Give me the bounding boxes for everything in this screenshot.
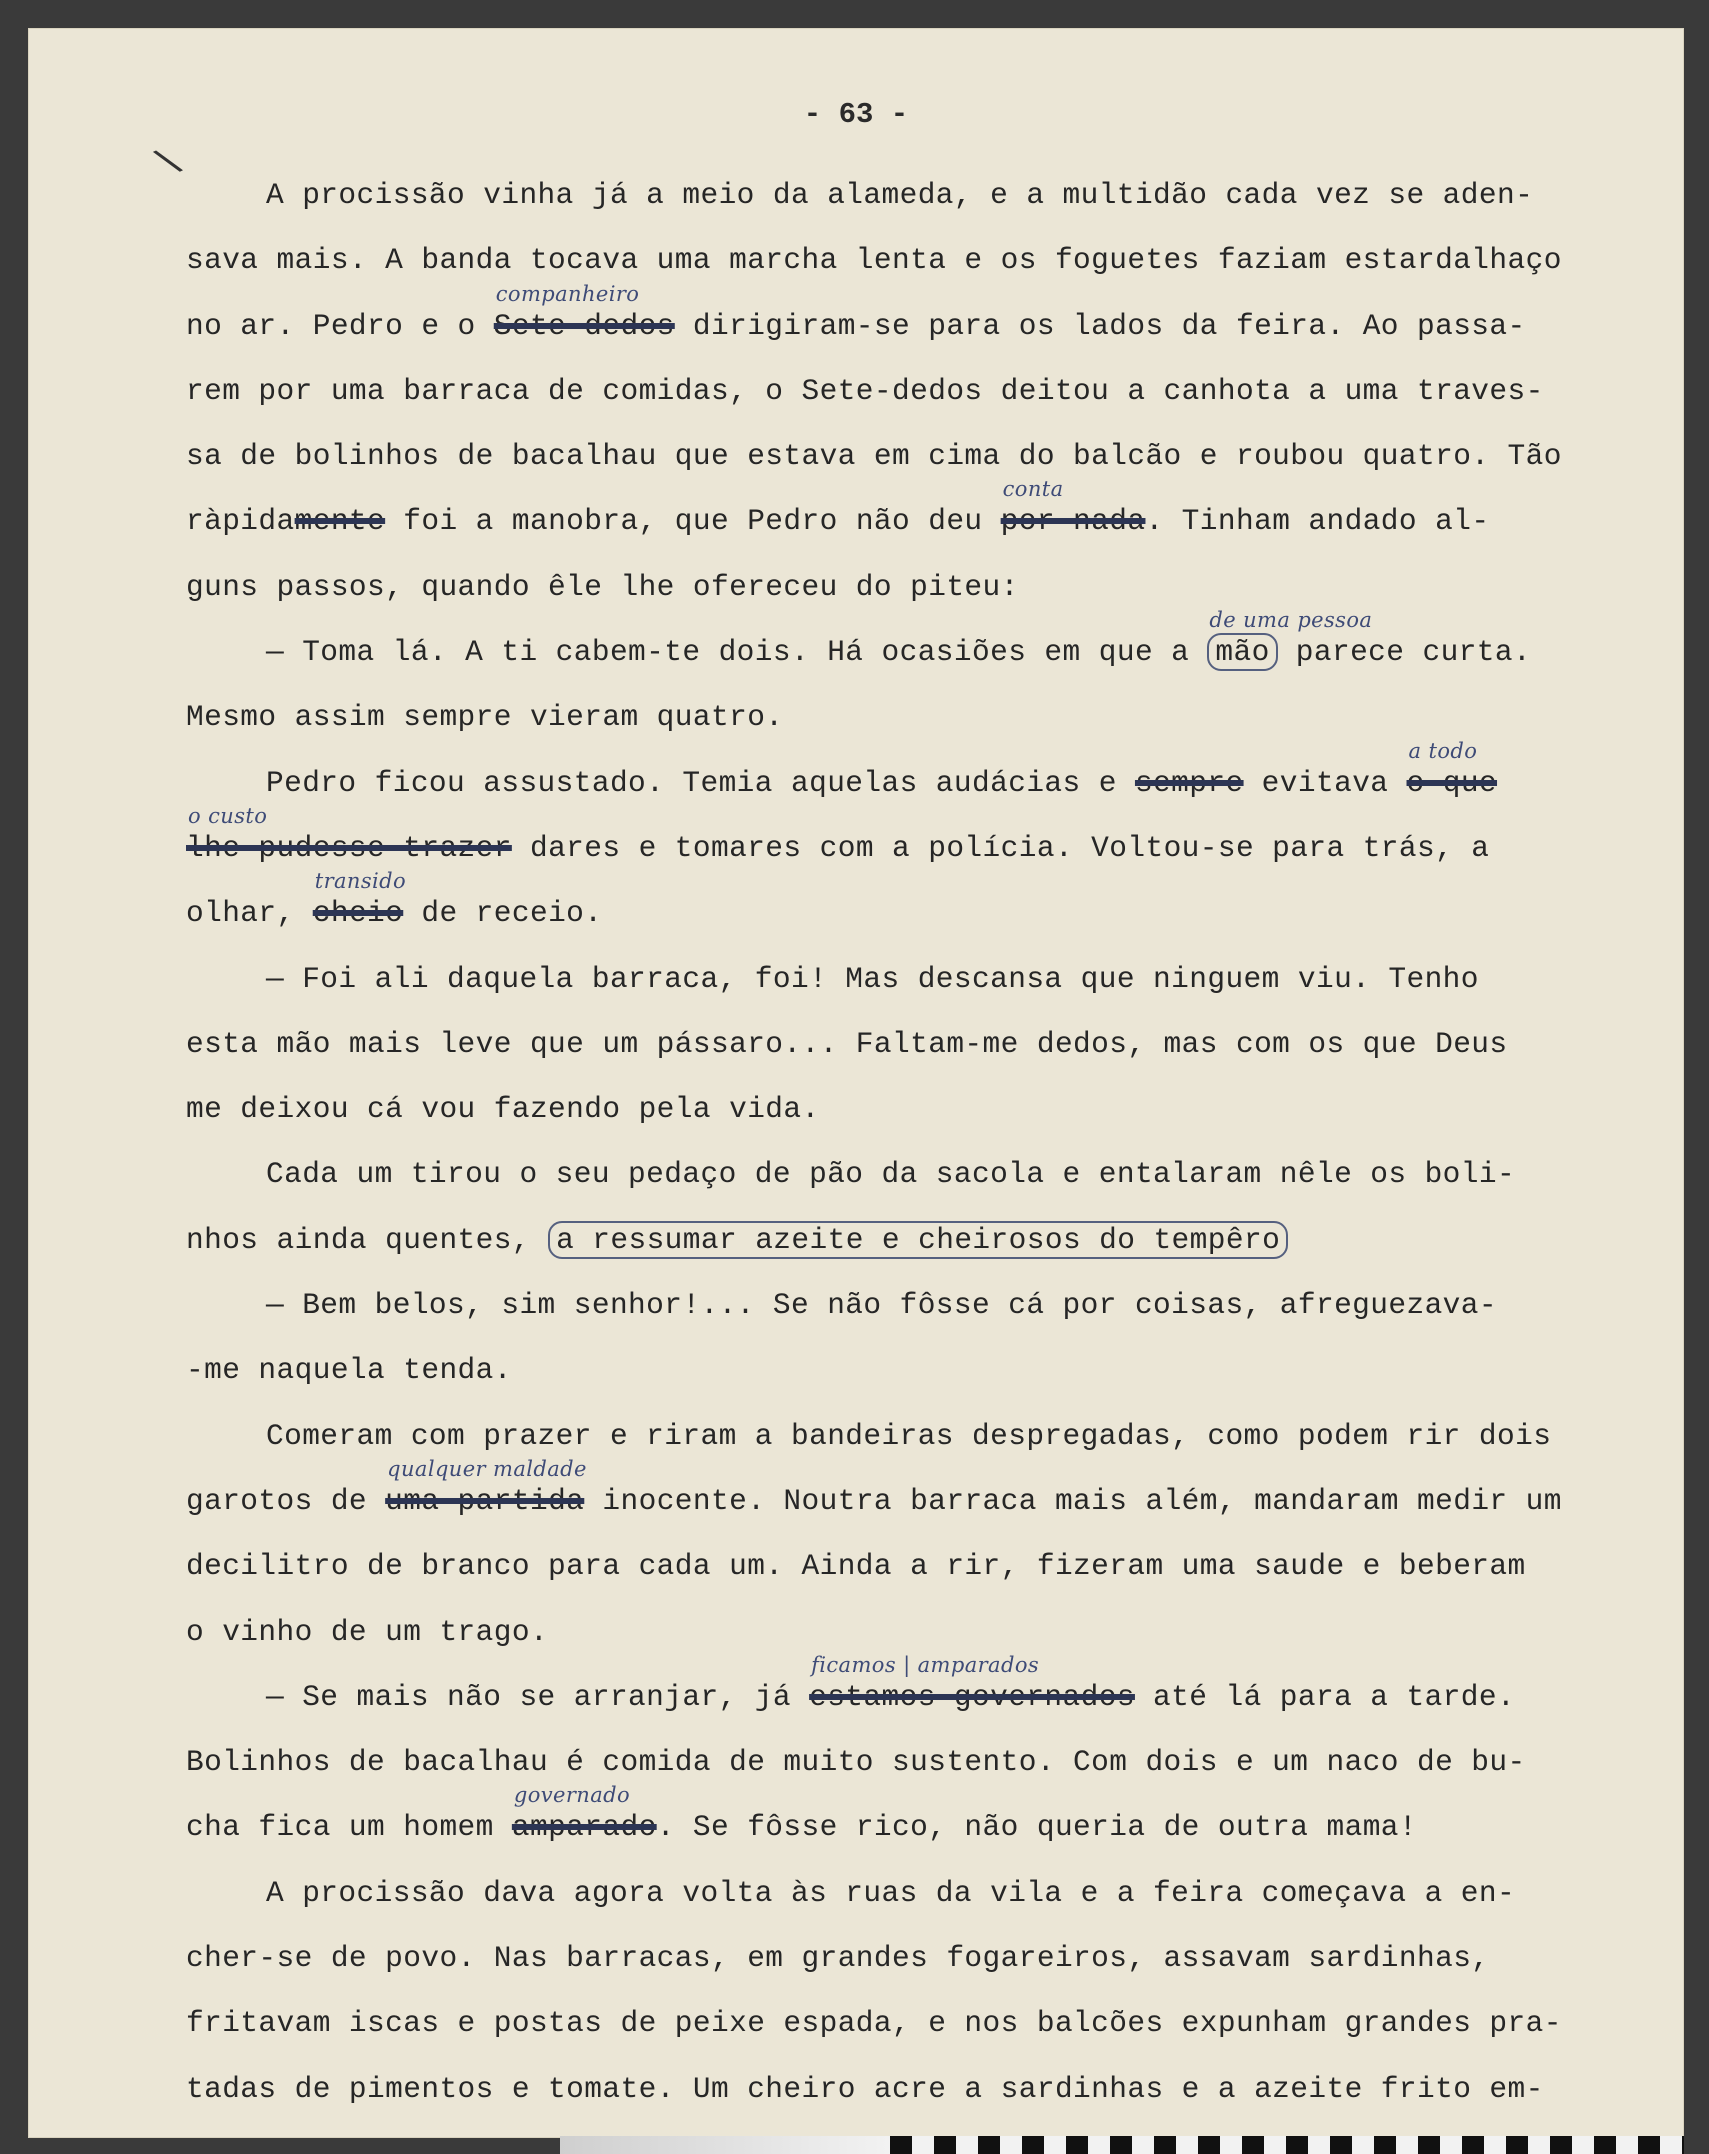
typed-text: nhos ainda quentes,	[186, 1222, 549, 1257]
correction	[1406, 738, 1498, 816]
page-number: - 63 -	[803, 98, 909, 131]
text-line	[186, 608, 1691, 685]
text-line	[186, 228, 1691, 293]
handwritten-insertion: o custo	[188, 803, 268, 828]
text-line	[186, 1730, 1691, 1795]
typed-text: decilitro de branco para cada um. Ainda a rir, fizeram uma saude e beberam	[186, 1549, 1526, 1584]
text-line	[186, 1926, 1691, 1991]
typed-text: me deixou cá vou fazendo pela vida.	[186, 1092, 820, 1127]
typed-text: Pedro ficou assustado. Temia aquelas audácias e	[266, 765, 1135, 800]
typed-text: — Bem belos, sim senhor!... Se não fôsse cá por coisas, afreguezava-	[266, 1288, 1497, 1323]
handwritten-insertion: de uma pessoa	[1209, 608, 1373, 633]
correction	[548, 1208, 1288, 1273]
correction	[493, 281, 675, 359]
text-line	[186, 738, 1691, 816]
struck-text: estamos governados	[809, 1679, 1135, 1714]
typed-text: Cada um tirou o seu pedaço de pão da sacola e entalaram nêle os boli-	[266, 1157, 1516, 1192]
typed-text: . Se fôsse rico, não queria de outra mama!	[656, 1810, 1418, 1845]
typed-text: parece curta.	[1277, 635, 1532, 670]
text-line	[186, 947, 1691, 1012]
typed-text: dares e tomares com a polícia. Voltou-se para trás, a	[511, 830, 1490, 865]
handwritten-insertion: companheiro	[495, 281, 640, 306]
typed-text: cher-se de povo. Nas barracas, em grandes fogareiros, assavam sardinhas,	[186, 1941, 1490, 1976]
typed-text: sa de bolinhos de bacalhau que estava em cima do balcão e roubou quatro. Tão	[186, 439, 1562, 474]
text-line	[186, 803, 1691, 881]
text-line	[186, 1077, 1691, 1142]
typed-text: Comeram com prazer e riram a bandeiras despregadas, como podem rir dois	[266, 1418, 1552, 1453]
text-line	[186, 477, 1691, 554]
typed-text: cha fica um homem	[186, 1810, 512, 1845]
correction	[511, 1783, 657, 1860]
typed-text: de receio.	[403, 896, 603, 931]
typed-text: Mesmo assim sempre vieram quatro.	[186, 700, 784, 735]
struck-text: amparado	[511, 1810, 657, 1845]
typed-text: esta mão mais leve que um pássaro... Faltam-me dedos, mas com os que Deus	[186, 1026, 1508, 1061]
text-line	[186, 1338, 1691, 1403]
text-line	[186, 869, 1691, 946]
text-line	[186, 1783, 1691, 1860]
typed-text: Bolinhos de bacalhau é comida de muito sustento. Com dois e um naco de bu-	[186, 1745, 1526, 1780]
text-line	[186, 359, 1691, 424]
text-line	[186, 163, 1691, 228]
handwritten-insertion: ficamos | amparados	[811, 1652, 1040, 1677]
handwritten-insertion: a todo	[1408, 738, 1478, 763]
typed-text: A procissão vinha já a meio da alameda, e a multidão cada vez se aden-	[266, 178, 1534, 212]
handwritten-insertion: conta	[1002, 477, 1064, 502]
text-line	[186, 281, 1691, 359]
struck-text: sempre	[1134, 765, 1244, 800]
typed-text: tadas de pimentos e tomate. Um cheiro acre a sardinhas e a azeite frito em-	[186, 2071, 1544, 2106]
circled-text: mão	[1207, 633, 1277, 671]
typed-text: inocente. Noutra barraca mais além, mandaram medir um	[584, 1483, 1562, 1518]
handwritten-insertion: qualquer maldade	[387, 1456, 587, 1481]
manuscript-page	[28, 28, 1684, 2138]
correction	[1207, 608, 1373, 685]
correction	[312, 869, 407, 946]
text-line	[186, 1142, 1691, 1207]
typed-text: ràpida	[186, 504, 295, 539]
correction	[385, 1456, 587, 1534]
text-line	[186, 1208, 1691, 1273]
struck-text: Sete-dedos	[493, 308, 675, 343]
text-line	[186, 1861, 1691, 1926]
typed-text-body	[186, 163, 1691, 2122]
typed-text: sava mais. A banda tocava uma marcha lenta e os foguetes faziam estardalhaço	[186, 243, 1562, 278]
typed-text: olhar,	[186, 896, 313, 931]
circled-text: a ressumar azeite e cheirosos do tempêro	[548, 1221, 1288, 1259]
correction	[1000, 477, 1146, 554]
typed-text: foi a manobra, que Pedro não deu	[385, 504, 1001, 539]
typed-text: guns passos, quando êle lhe ofereceu do piteu:	[186, 569, 1019, 604]
handwritten-insertion: transido	[314, 869, 407, 894]
typed-text: A procissão dava agora volta às ruas da vila e a feira começava a en-	[266, 1875, 1516, 1910]
struck-text: por nada	[1000, 504, 1146, 539]
margin-mark: \	[149, 140, 191, 191]
gray-scale-bar	[560, 2136, 890, 2154]
struck-text: o que	[1406, 765, 1498, 800]
correction	[295, 489, 386, 554]
text-line	[186, 1652, 1691, 1730]
typed-text: rem por uma barraca de comidas, o Sete-dedos deitou a canhota a uma traves-	[186, 373, 1544, 408]
typed-text: . Tinham andado al-	[1145, 504, 1490, 539]
typed-text: garotos de	[186, 1483, 386, 1518]
typed-text: — Foi ali daquela barraca, foi! Mas descansa que ninguem viu. Tenho	[266, 961, 1479, 996]
text-line	[186, 424, 1691, 489]
typed-text: o vinho de um trago.	[186, 1614, 549, 1649]
struck-text: cheio	[312, 896, 404, 931]
typed-text: no ar. Pedro e o	[186, 308, 494, 343]
struck-text: mente	[294, 504, 386, 539]
typed-text: fritavam iscas e postas de peixe espada, e nos balcões expunham grandes pra-	[186, 2006, 1562, 2041]
typed-text: até lá para a tarde.	[1134, 1679, 1516, 1714]
struck-text: lhe pudesse trazer	[186, 830, 512, 865]
text-line	[186, 1012, 1691, 1077]
typed-text: dirigiram-se para os lados da feira. Ao passa-	[674, 308, 1526, 343]
typed-text: -me naquela tenda.	[186, 1353, 512, 1388]
text-line	[186, 1456, 1691, 1534]
typed-text: — Toma lá. A ti cabem-te dois. Há ocasiões em que a	[266, 635, 1208, 670]
typed-text: — Se mais não se arranjar, já	[266, 1679, 810, 1714]
text-line	[186, 1991, 1691, 2056]
text-line	[186, 2057, 1691, 2122]
text-line	[186, 1273, 1691, 1338]
handwritten-insertion: governado	[513, 1783, 631, 1808]
correction	[1135, 751, 1244, 816]
typed-text: evitava	[1243, 765, 1407, 800]
correction	[809, 1652, 1135, 1730]
text-line	[186, 1534, 1691, 1599]
text-line	[186, 555, 1691, 620]
struck-text: uma partida	[385, 1483, 585, 1518]
